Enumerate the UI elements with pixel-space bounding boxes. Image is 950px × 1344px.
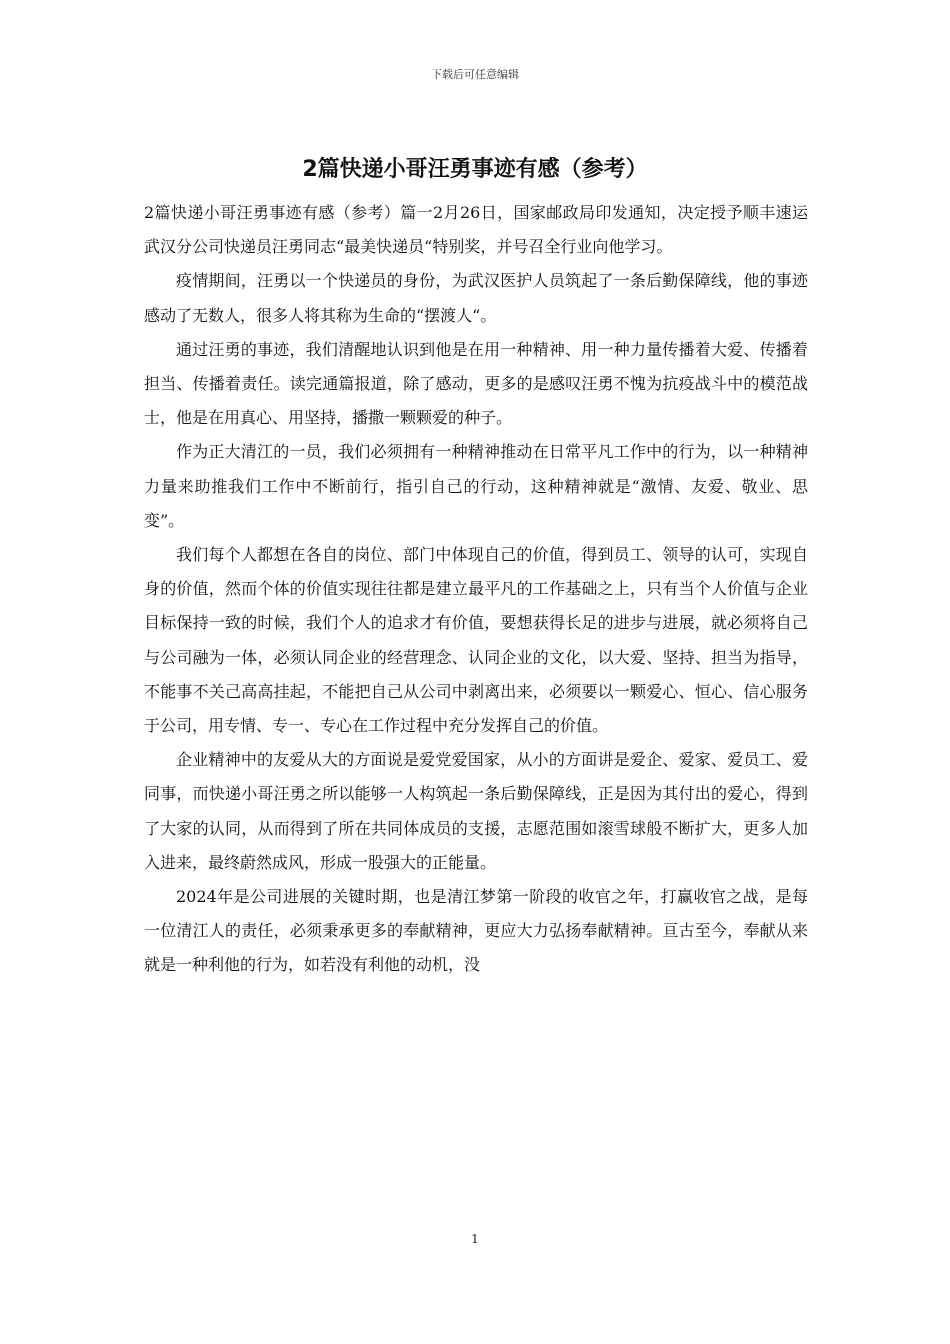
paragraph-3: 通过汪勇的事迹，我们清醒地认识到他是在用一种精神、用一种力量传播着大爱、传播着担当、传播着责任。读完通篇报道，除了感动，更多的是感叹汪勇不愧为抗疫战斗中的模范战士，他是在用真心、用坚持，播撒一颗颗爱的种子。 [144, 339, 808, 428]
header-note: 下载后可任意编辑 [431, 68, 519, 81]
paragraph-4: 作为正大清江的一员，我们必须拥有一种精神推动在日常平凡工作中的行为，以一种精神力量来助推我们工作中不断前行，指引自己的行动，这种精神就是“激情、友爱、敬业、思变”。 [144, 442, 808, 530]
document-title: 2篇快递小哥汪勇事迹有感（参考） [302, 157, 648, 182]
paragraph-5: 我们每个人都想在各自的岗位、部门中体现自己的价值，得到员工、领导的认可，实现自身的价值，然而个体的价值实现往往都是建立最平凡的工作基础之上，只有当个人价值与企业目标保持一致的时候，我们个人的追求才有价值，要想获得长足的进步与进展，就必须将自己与公司融为一体，必须认同企业的经营理念、认同企业的文化，以大爱、坚持、担当为指导，不能事不关己高高挂起，不能把自己从公司中剥离出来，必须要以一颗爱心、恒心、信心服务于公司，用专情、专一、专心在工作过程中充分发挥自己的价值。 [144, 545, 808, 736]
document-body [144, 196, 808, 983]
paragraph-1: 2篇快递小哥汪勇事迹有感（参考）篇一2月26日，国家邮政局印发通知，决定授予顺丰速运武汉分公司快递员汪勇同志“最美快递员“特别奖，并号召全行业向他学习。 [144, 203, 808, 257]
paragraph-7: 2024年是公司进展的关键时期，也是清江梦第一阶段的收官之年，打赢收官之战，是每一位清江人的责任，必须秉承更多的奉献精神，更应大力弘扬奉献精神。亘古至今，奉献从来就是一种利他的行为，如若没有利他的动机，没 [144, 887, 808, 975]
page-number: 1 [471, 1232, 479, 1246]
paragraph-2: 疫情期间，汪勇以一个快递员的身份，为武汉医护人员筑起了一条后勤保障线，他的事迹感动了无数人，很多人将其称为生命的“摆渡人“。 [144, 271, 808, 325]
paragraph-6: 企业精神中的友爱从大的方面说是爱党爱国家，从小的方面讲是爱企、爱家、爱员工、爱同事，而快递小哥汪勇之所以能够一人构筑起一条后勤保障线，正是因为其付出的爱心，得到了大家的认同，从而得到了所在共同体成员的支援，志愿范围如滚雪球般不断扩大，更多人加入进来，最终蔚然成风，形成一股强大的正能量。 [144, 750, 808, 872]
